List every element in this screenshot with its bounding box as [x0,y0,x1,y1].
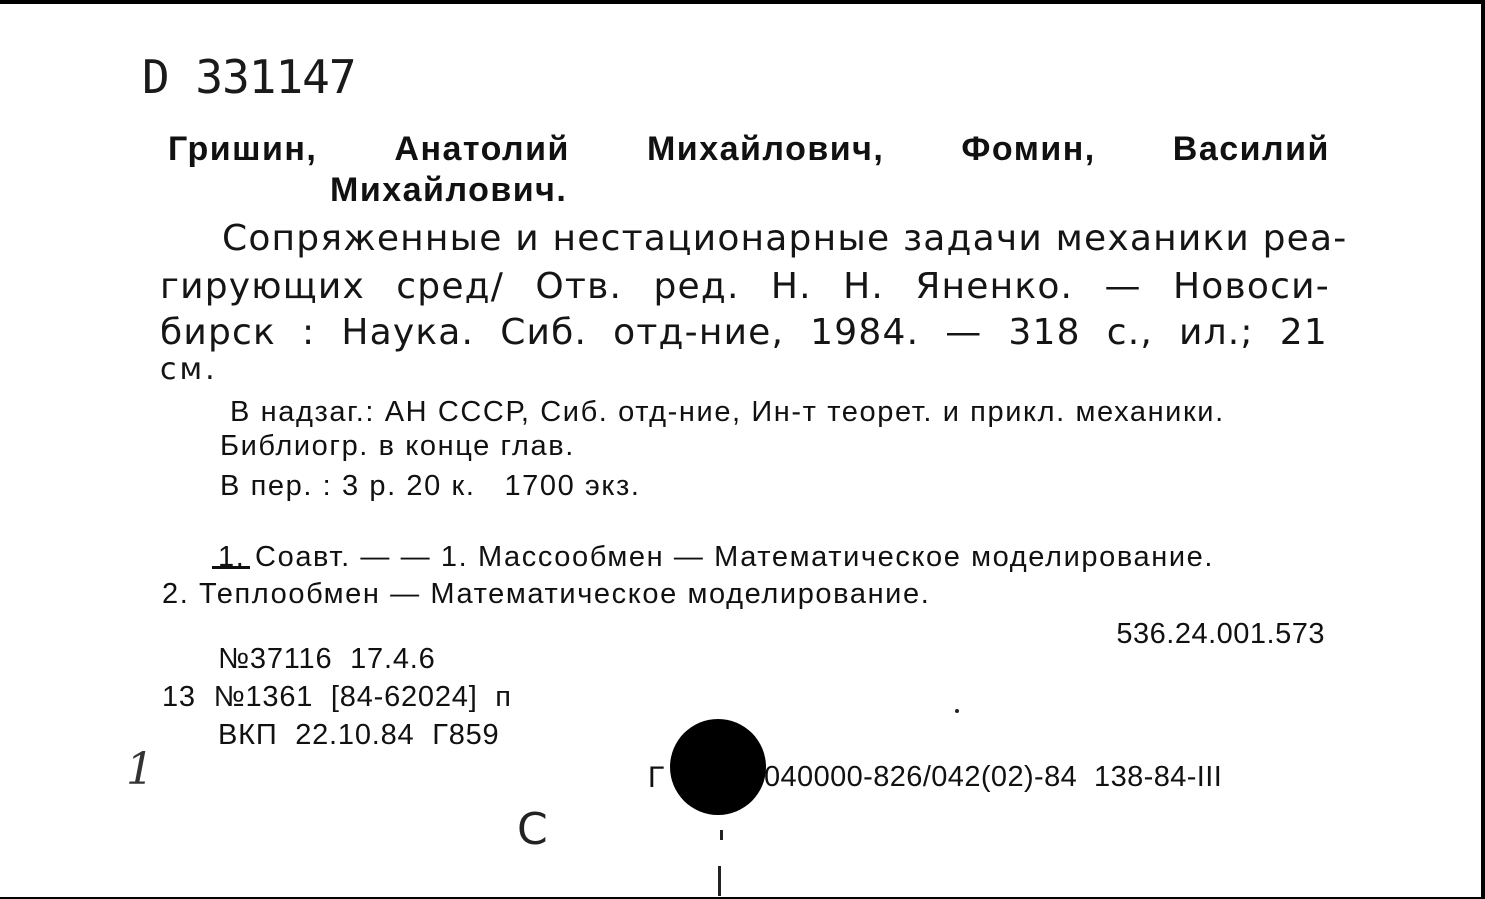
note-line-3: В пер. : 3 р. 20 к. 1700 экз. [220,470,641,502]
title-word: сред/ [396,266,505,307]
udc-code: 536.24.001.573 [1116,618,1325,650]
title-word: отд-ние, [613,312,785,353]
author-word: Василий [1172,130,1330,168]
title-line-3 [160,312,1328,353]
title-word: 318 [1008,312,1081,353]
title-word: с., [1106,312,1153,353]
note-line-1: В надзаг.: АН СССР, Сиб. отд-ние, Ин-т теорет. и прикл. механики. [230,396,1225,428]
title-word: ил.; [1178,312,1254,353]
note-line-2: Библиогр. в конце глав. [220,430,575,462]
subject-line-1: 1. Соавт. — — 1. Массообмен — Математическое моделирование. [218,541,1215,573]
subject-line-2: 2. Теплообмен — Математическое моделирование. [162,578,931,610]
title-line-2 [160,266,1330,307]
authors-line-1 [168,130,1330,169]
title-word: : [301,312,316,353]
classification-code: 040000-826/042(02)-84 138-84-III [764,761,1223,793]
author-word: Фомин, [961,130,1096,168]
tech-line-3: ВКП 22.10.84 Г859 [218,719,500,751]
speck [718,866,721,896]
code-prefix: Г [648,761,665,794]
title-word: Н. [770,266,812,307]
title-word: 21 [1279,312,1328,353]
title-word: — [1104,266,1142,307]
title-word: гирующих [160,266,365,307]
title-word: — [945,312,983,353]
title-word: Яненко. [915,266,1074,307]
punch-hole [670,719,766,815]
tech-line-2: 13 №1361 [84-62024] п [162,681,512,713]
author-word: Гришин, [168,130,318,168]
letter-mark: С [517,804,548,855]
title-word: Наука. [341,312,475,353]
title-word: Н. [843,266,885,307]
author-word: Михайлович, [646,130,885,168]
handwritten-mark: 1 [126,744,154,795]
title-word: Новоси- [1173,266,1330,307]
speck [955,709,959,713]
title-word: Сиб. [500,312,588,353]
title-line-4: см. [160,352,218,387]
title-word: Отв. [535,266,623,307]
authors-line-2: Михайлович. [330,171,568,209]
title-word: ред. [653,266,740,307]
author-word: Анатолий [394,130,570,168]
call-number: D 331147 [142,50,356,104]
speck [720,830,723,840]
title-word: 1984. [810,312,920,353]
title-line-1: Сопряженные и нестационарные задачи механики реа- [222,218,1348,259]
title-word: бирск [160,312,276,353]
tech-line-1: №37116 17.4.6 [218,643,436,675]
